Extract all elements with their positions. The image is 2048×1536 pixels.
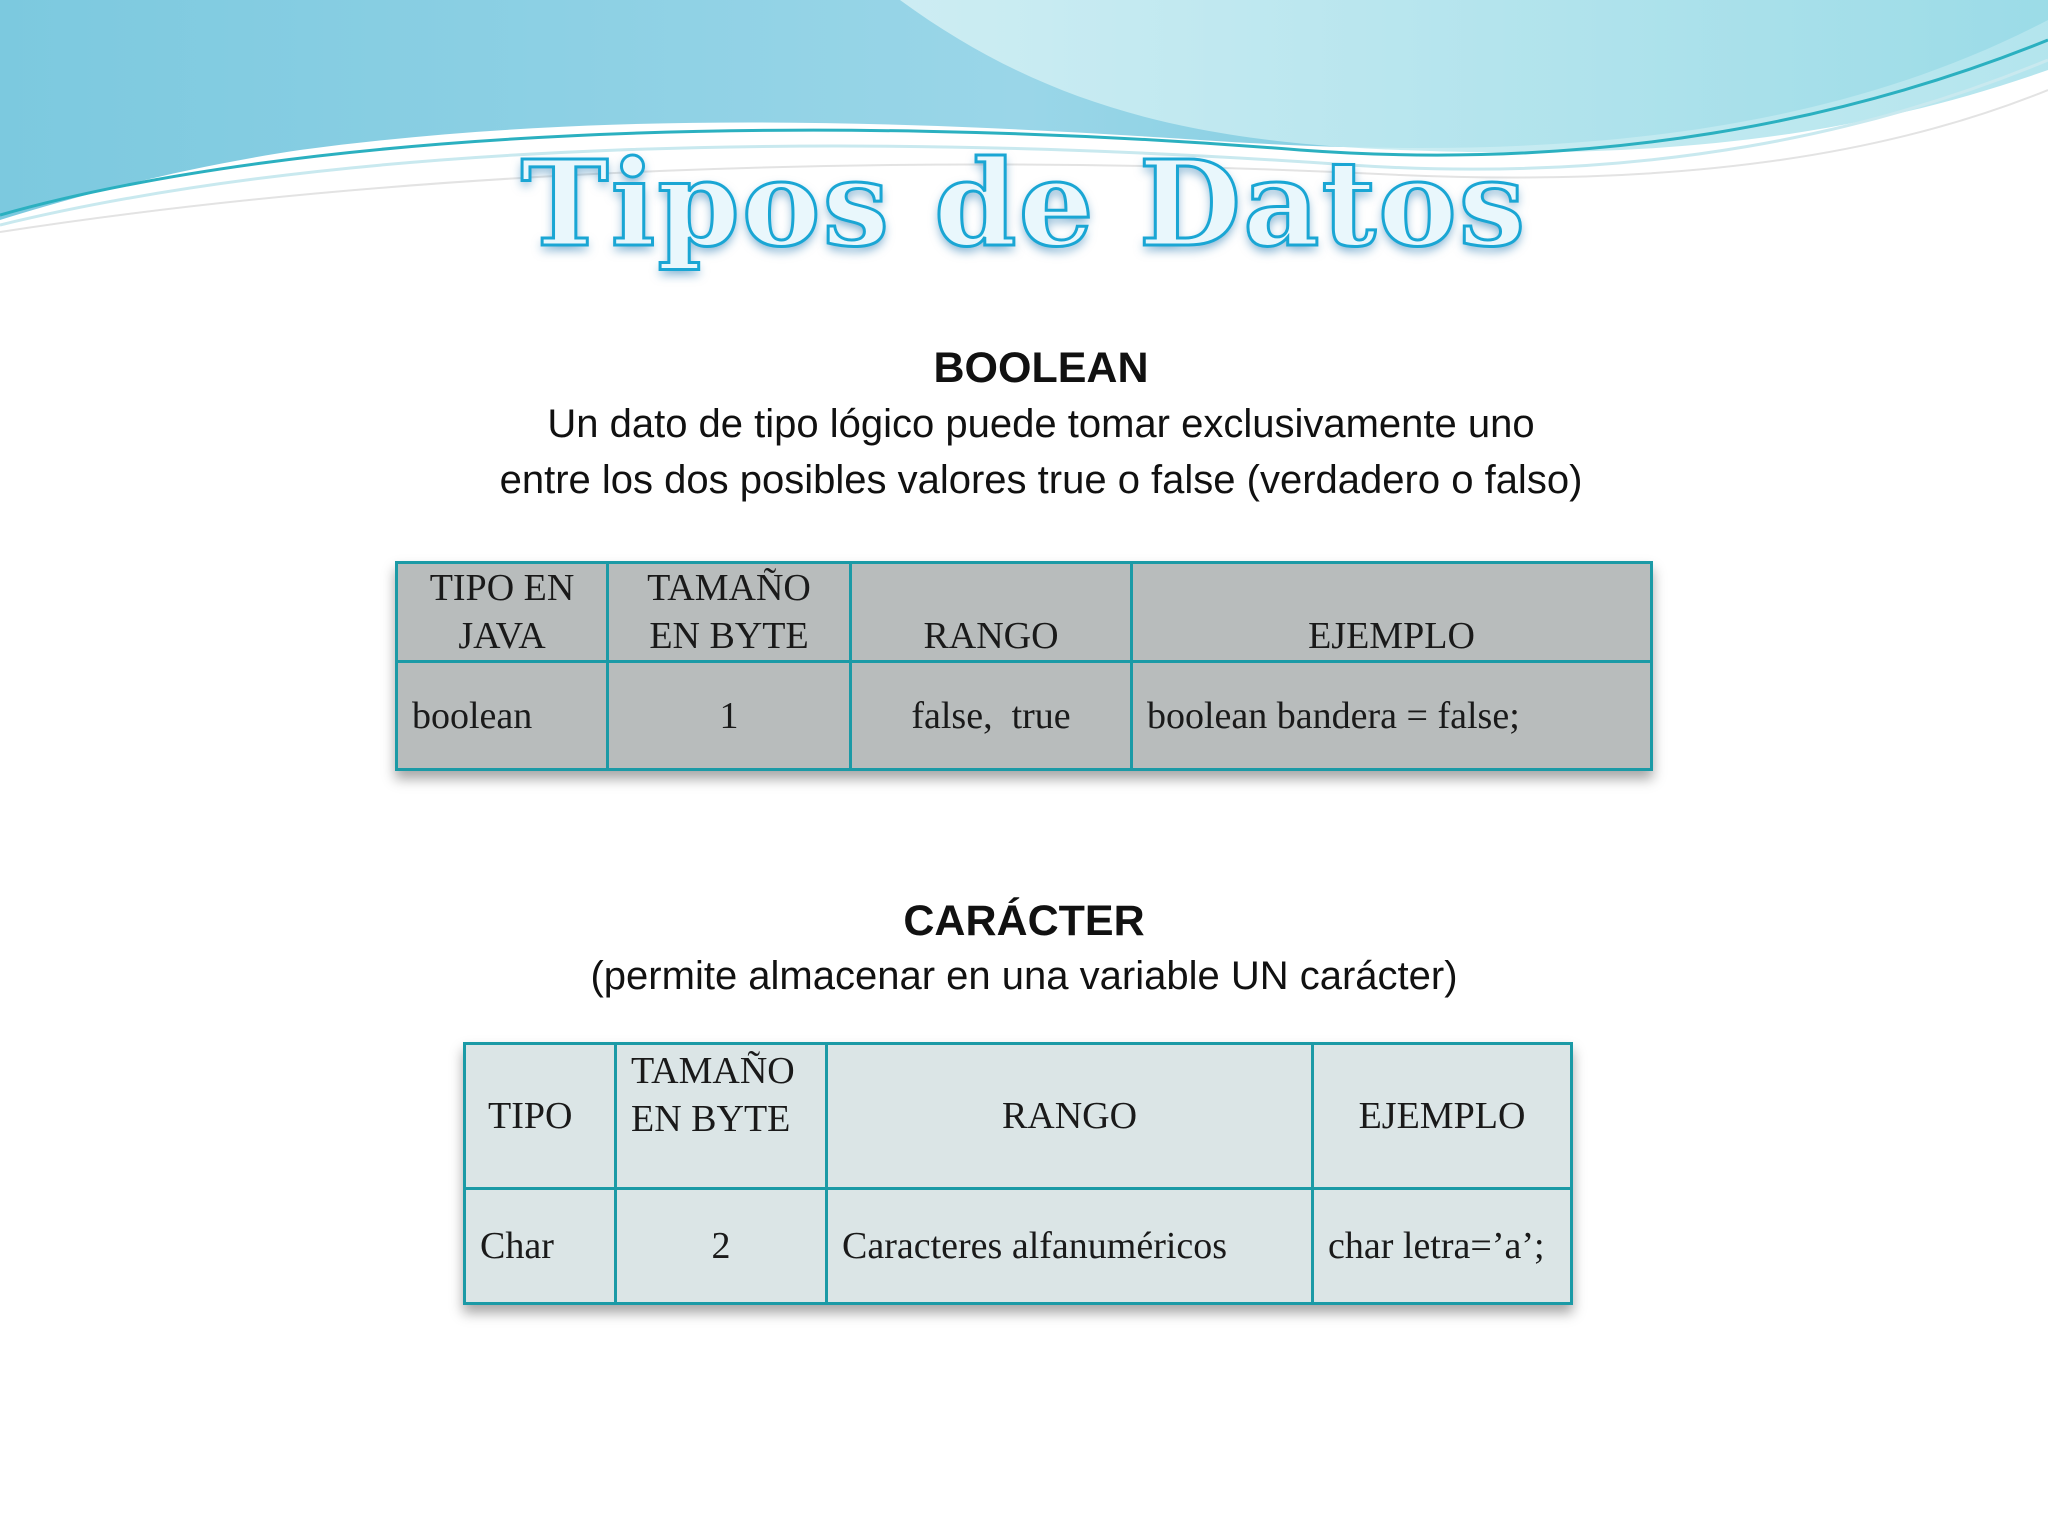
table-header-row <box>465 1044 1572 1189</box>
header-cell-ejemplo <box>1313 1044 1572 1189</box>
boolean-description <box>17 396 2048 508</box>
header-text: TAMAÑO <box>647 567 811 609</box>
header-cell-ejemplo <box>1132 563 1652 662</box>
cell-tipo: boolean <box>397 662 608 770</box>
boolean-heading: BOOLEAN <box>933 344 1149 392</box>
header-text: RANGO <box>1001 1095 1138 1137</box>
header-cell-tamano <box>608 563 851 662</box>
header-cell-tipo-en-java <box>397 563 608 662</box>
caracter-description: (permite almacenar en una variable UN carácter) <box>590 954 1458 998</box>
header-text: EJEMPLO <box>1358 1095 1526 1137</box>
header-text: EN BYTE <box>649 615 809 657</box>
header-text: TIPO <box>488 1095 573 1137</box>
slide-title: Tipos de Datos <box>520 134 1528 273</box>
header-cell-rango <box>827 1044 1313 1189</box>
header-text: EN BYTE <box>631 1098 791 1140</box>
caracter-table <box>463 1042 1573 1305</box>
header-text: JAVA <box>458 615 546 657</box>
header-text: EJEMPLO <box>1308 615 1475 657</box>
table-row <box>465 1189 1572 1304</box>
header-text: TIPO EN <box>429 567 575 609</box>
cell-ejemplo: char letra=’a’; <box>1313 1189 1572 1304</box>
table-header-row <box>397 563 1652 662</box>
caracter-heading: CARÁCTER <box>903 897 1145 945</box>
cell-rango: false, true <box>851 662 1132 770</box>
cell-tamano: 2 <box>616 1189 827 1304</box>
boolean-description-line: entre los dos posibles valores true o false (verdadero o falso) <box>499 458 1583 502</box>
cell-tipo: Char <box>465 1189 616 1304</box>
header-text: RANGO <box>923 615 1059 657</box>
boolean-table <box>395 561 1653 771</box>
boolean-description-line: Un dato de tipo lógico puede tomar exclusivamente uno <box>547 402 1535 446</box>
cell-ejemplo: boolean bandera = false; <box>1132 662 1652 770</box>
cell-rango: Caracteres alfanuméricos <box>827 1189 1313 1304</box>
header-text: TAMAÑO <box>631 1050 795 1092</box>
header-cell-tipo <box>465 1044 616 1189</box>
table-row <box>397 662 1652 770</box>
header-cell-rango <box>851 563 1132 662</box>
cell-tamano: 1 <box>608 662 851 770</box>
header-cell-tamano <box>616 1044 827 1189</box>
